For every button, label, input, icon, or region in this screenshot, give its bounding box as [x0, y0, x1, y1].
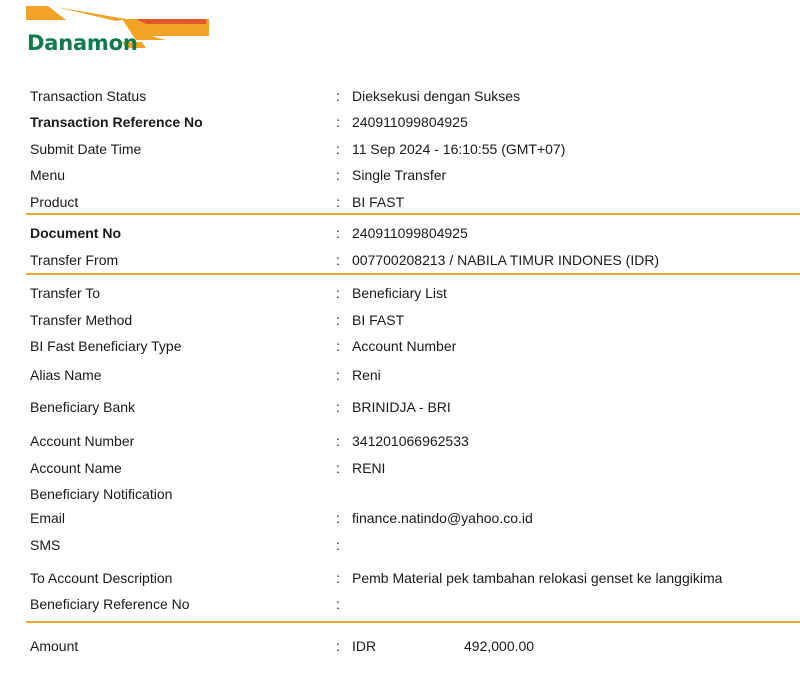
amount-currency: IDR	[352, 638, 377, 654]
field-value: RENI	[352, 460, 386, 476]
field-value: BRINIDJA - BRI	[352, 399, 451, 415]
field-label: Email	[30, 510, 66, 526]
field-separator: :	[336, 638, 340, 654]
field-separator: :	[336, 88, 340, 104]
row-document-no	[30, 223, 800, 243]
row-beneficiary-notification	[30, 484, 800, 504]
field-value: 007700208213 / NABILA TIMUR INDONES (IDR)	[352, 252, 660, 268]
field-label: Alias Name	[30, 367, 102, 383]
row-alias-name	[30, 365, 800, 385]
row-amount	[30, 636, 800, 656]
field-label: Submit Date Time	[30, 141, 142, 157]
field-separator: :	[336, 399, 340, 415]
field-value: Reni	[352, 367, 381, 383]
field-separator: :	[336, 114, 340, 130]
row-beneficiary-bank	[30, 397, 800, 417]
field-label: Transfer From	[30, 252, 119, 268]
field-value: 240911099804925	[352, 225, 468, 241]
field-separator: :	[336, 312, 340, 328]
field-value: Dieksekusi dengan Sukses	[352, 88, 521, 104]
field-label: Amount	[30, 638, 79, 654]
field-label: Transfer Method	[30, 312, 133, 328]
row-transfer-from	[30, 250, 800, 270]
row-account-name	[30, 458, 800, 478]
field-value: BI FAST	[352, 194, 405, 210]
field-value: 240911099804925	[352, 114, 468, 130]
field-value: 11 Sep 2024 - 16:10:55 (GMT+07)	[352, 141, 566, 157]
field-separator: :	[336, 167, 340, 183]
field-label: Beneficiary Notification	[30, 486, 173, 502]
field-label: To Account Description	[30, 570, 173, 586]
section-divider	[26, 273, 800, 275]
field-label: Document No	[30, 225, 121, 241]
field-separator: :	[336, 510, 340, 526]
row-sms	[30, 535, 800, 555]
row-transaction-reference-no	[30, 112, 800, 132]
row-transaction-status	[30, 86, 800, 106]
field-separator: :	[336, 433, 340, 449]
field-label: Beneficiary Reference No	[30, 596, 190, 612]
row-email	[30, 508, 800, 528]
field-separator: :	[336, 596, 340, 612]
row-transfer-method	[30, 310, 800, 330]
field-value: 341201066962533	[352, 433, 469, 449]
field-separator: :	[336, 338, 340, 354]
field-label: Transfer To	[30, 285, 101, 301]
field-label: Account Name	[30, 460, 122, 476]
field-separator: :	[336, 225, 340, 241]
row-menu	[30, 165, 800, 185]
field-label: Transaction Reference No	[30, 114, 203, 130]
amount-value: 492,000.00	[464, 638, 535, 654]
field-value: Beneficiary List	[352, 285, 447, 301]
field-separator: :	[336, 537, 340, 553]
row-to-account-description	[30, 568, 800, 588]
field-label: Product	[30, 194, 79, 210]
row-product	[30, 192, 800, 212]
field-label: Account Number	[30, 433, 135, 449]
field-value: BI FAST	[352, 312, 405, 328]
row-account-number	[30, 431, 800, 451]
field-value: Single Transfer	[352, 167, 447, 183]
field-separator: :	[336, 194, 340, 210]
row-beneficiary-reference-no	[30, 594, 800, 614]
field-label: BI Fast Beneficiary Type	[30, 338, 182, 354]
field-label: Beneficiary Bank	[30, 399, 136, 415]
row-bi-fast-beneficiary-type	[30, 336, 800, 356]
section-divider	[26, 621, 800, 623]
field-value: Account Number	[352, 338, 457, 354]
field-label: Transaction Status	[30, 88, 147, 104]
row-transfer-to	[30, 283, 800, 303]
field-label: Menu	[30, 167, 66, 183]
danamon-logo	[26, 4, 216, 58]
field-separator: :	[336, 570, 340, 586]
field-separator: :	[336, 141, 340, 157]
field-value: Pemb Material pek tambahan relokasi genset ke langgikima	[352, 570, 723, 586]
field-value: finance.natindo@yahoo.co.id	[352, 510, 533, 526]
brand-name: Danamon	[27, 31, 138, 55]
field-separator: :	[336, 367, 340, 383]
field-separator: :	[336, 285, 340, 301]
row-submit-date-time	[30, 139, 800, 159]
field-label: SMS	[30, 537, 61, 553]
field-separator: :	[336, 460, 340, 476]
section-divider	[26, 213, 800, 215]
field-separator: :	[336, 252, 340, 268]
